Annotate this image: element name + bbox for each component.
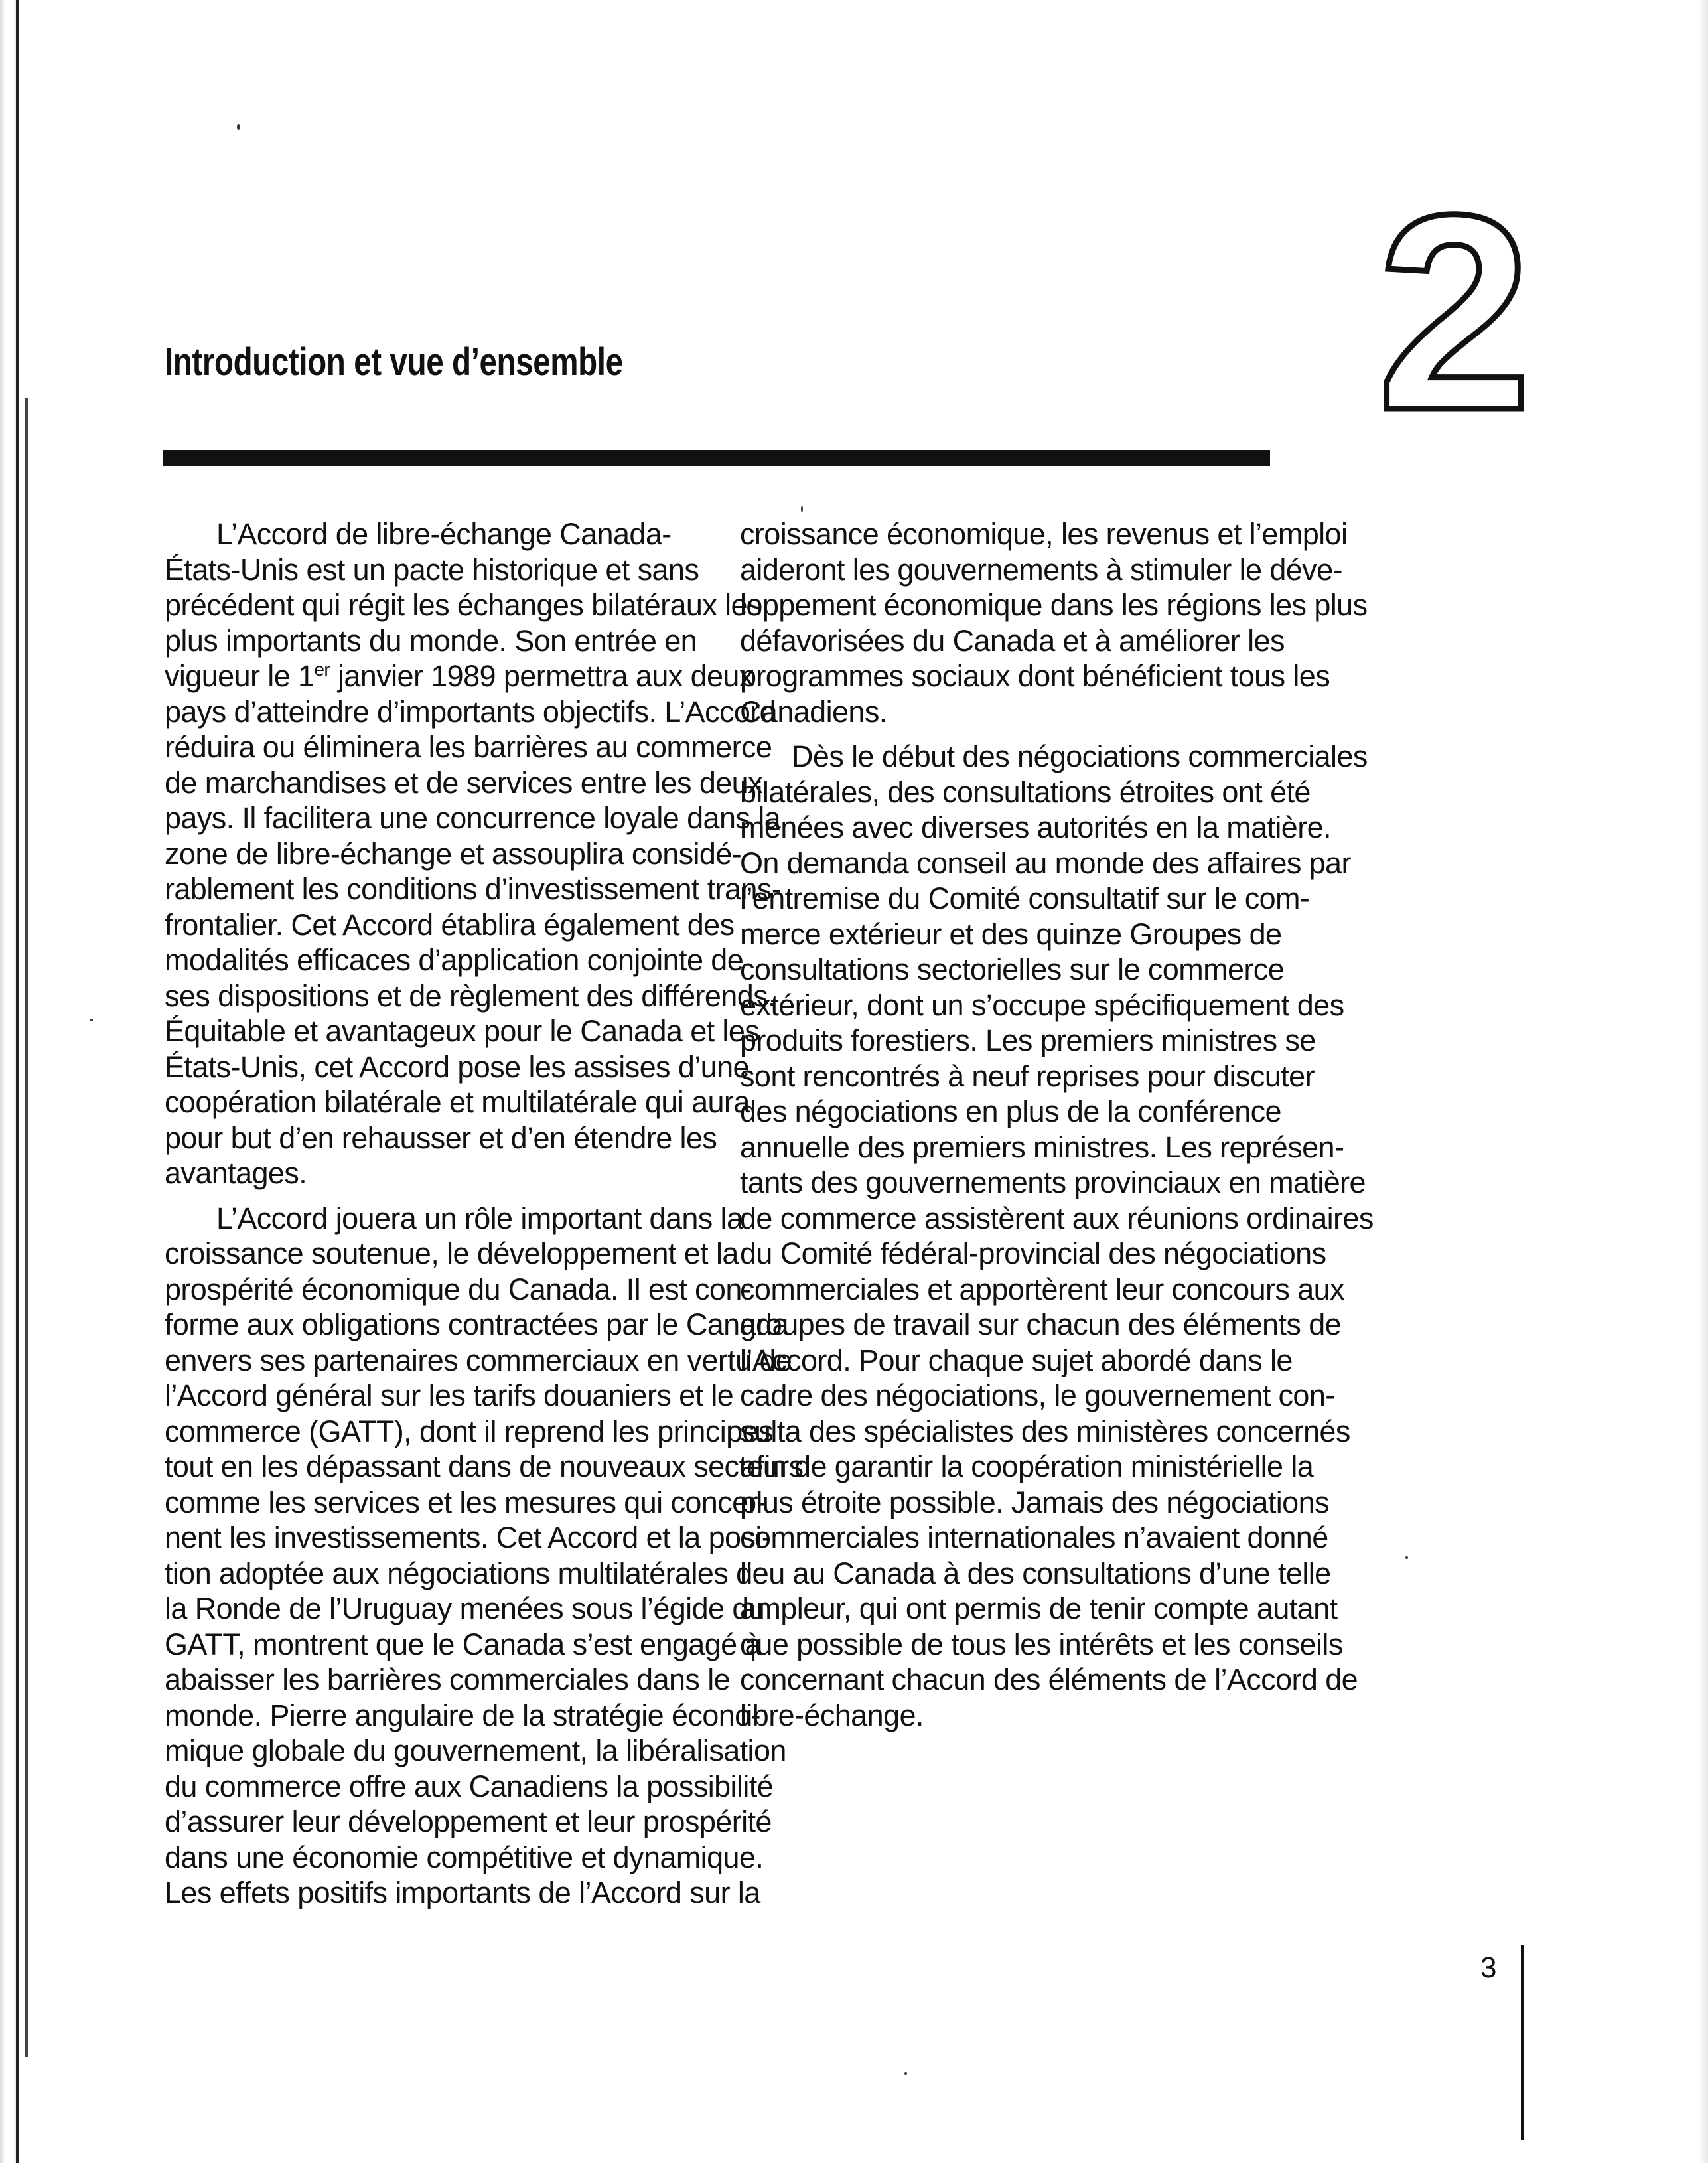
text-line: sont rencontrés à neuf reprises pour discuter (740, 1059, 1315, 1093)
text-line: du commerce offre aux Canadiens la possibilité (165, 1769, 774, 1803)
right-paragraph-1 (740, 516, 1368, 729)
text-line: l’Accord général sur les tarifs douaniers et le (165, 1379, 734, 1412)
text-line: menées avec diverses autorités en la matière. (740, 810, 1331, 844)
text-line: des négociations en plus de la conférence (740, 1094, 1281, 1128)
text-line: aideront les gouvernements à stimuler le déve- (740, 552, 1342, 587)
text-line: de commerce assistèrent aux réunions ordinaires (740, 1201, 1374, 1235)
text-line: prospérité économique du Canada. Il est con- (165, 1272, 752, 1306)
scan-right-edge (1689, 0, 1708, 2163)
text-line: précédent qui régit les échanges bilatéraux les (165, 588, 762, 622)
text-line: modalités efficaces d’application conjointe de (165, 943, 744, 977)
text-line: tion adoptée aux négociations multilatérales de (165, 1556, 768, 1590)
text-line: L’Accord de libre-échange Canada- (216, 517, 672, 551)
text-line: États-Unis, cet Accord pose les assises d’une (165, 1049, 749, 1084)
text-line: défavorisées du Canada et à améliorer les (740, 623, 1285, 658)
text-line: commerce (GATT), dont il reprend les principes (165, 1414, 773, 1448)
text-line: forme aux obligations contractées par le Canada (165, 1307, 788, 1341)
text-line: produits forestiers. Les premiers ministres se (740, 1023, 1316, 1057)
text-line: pour but d’en rehausser et d’en étendre les (165, 1120, 717, 1155)
text-line: Les effets positifs importants de l’Accord sur la (165, 1876, 760, 1909)
text-line: pays. Il facilitera une concurrence loyale dans la (165, 801, 781, 835)
text-line: dans une économie compétitive et dynamique. (165, 1840, 764, 1874)
text-line: plus étroite possible. Jamais des négociations (740, 1485, 1329, 1519)
text-line: commerciales internationales n’avaient donné (740, 1521, 1328, 1554)
text-line: programmes sociaux dont bénéficient tous les (740, 659, 1330, 693)
text-line: ampleur, qui ont permis de tenir compte autant (740, 1592, 1338, 1625)
scan-speck (90, 1019, 93, 1021)
text-line: libre-échange. (740, 1698, 924, 1732)
text-line: abaisser les barrières commerciales dans le (165, 1663, 731, 1696)
text-line: cadre des négociations, le gouvernement con- (740, 1379, 1335, 1412)
text-line: comme les services et les mesures qui concer- (165, 1485, 768, 1519)
text-line: l’Accord. Pour chaque sujet abordé dans le (740, 1343, 1293, 1377)
text-line: pays d’atteindre d’importants objectifs. L’Accord (165, 694, 776, 729)
text-line: mique globale du gouvernement, la libéralisation (165, 1734, 786, 1767)
chapter-number: 2 (1377, 157, 1532, 469)
text-line: extérieur, dont un s’occupe spécifiquement des (740, 988, 1344, 1022)
text-line: tants des gouvernements provinciaux en matière (740, 1165, 1366, 1199)
text-line: On demanda conseil au monde des affaires par (740, 846, 1351, 880)
text-line: lieu au Canada à des consultations d’une telle (740, 1556, 1331, 1590)
text-line: Canadiens. (740, 694, 887, 729)
margin-rule (1521, 1945, 1524, 2140)
text-line: monde. Pierre angulaire de la stratégie écono- (165, 1698, 760, 1732)
text-line: plus importants du monde. Son entrée en (165, 623, 697, 658)
text-line: L’Accord jouera un rôle important dans la (216, 1201, 743, 1235)
text-line: afin de garantir la coopération ministérielle la (740, 1450, 1314, 1483)
title-rule (163, 450, 1270, 466)
text-line: envers ses partenaires commerciaux en vertu de (165, 1343, 792, 1377)
text-line: l’entremise du Comité consultatif sur le com- (740, 881, 1310, 915)
text-line: Dès le début des négociations commerciales (792, 739, 1368, 773)
scan-binding-line-secondary (25, 398, 28, 2057)
text-line: d’assurer leur développement et leur prospérité (165, 1805, 772, 1838)
section-title: Introduction et vue d’ensemble (165, 340, 623, 384)
text-line: annuelle des premiers ministres. Les représen- (740, 1130, 1344, 1164)
text-line: commerciales et apportèrent leur concours aux (740, 1272, 1344, 1306)
ordinal-superscript: er (314, 659, 330, 680)
text-line: sulta des spécialistes des ministères concernés (740, 1414, 1350, 1448)
scan-speck (904, 2072, 907, 2075)
text-line: Équitable et avantageux pour le Canada et les (165, 1014, 760, 1048)
text-line: merce extérieur et des quinze Groupes de (740, 917, 1282, 951)
text-line: croissance économique, les revenus et l’emploi (740, 517, 1348, 551)
page-number: 3 (1480, 1951, 1496, 1984)
text-line: bilatérales, des consultations étroites ont été (740, 775, 1311, 809)
text-line: tout en les dépassant dans de nouveaux secteurs (165, 1450, 804, 1483)
text-line: que possible de tous les intérêts et les conseils (740, 1627, 1343, 1661)
left-paragraph-1 (165, 516, 782, 1191)
text-line: réduira ou éliminera les barrières au commerce (165, 730, 772, 764)
scan-speck (801, 506, 803, 512)
text-line: avantages. (165, 1156, 307, 1190)
text-line: la Ronde de l’Uruguay menées sous l’égide du (165, 1592, 765, 1625)
right-paragraph-2 (740, 739, 1374, 1733)
text-line: concernant chacun des éléments de l’Accord de (740, 1663, 1358, 1696)
text-line: consultations sectorielles sur le commerce (740, 952, 1285, 986)
text-line: loppement économique dans les régions les plus (740, 588, 1368, 622)
scan-binding-line (16, 0, 19, 2163)
text-line: ses dispositions et de règlement des différends. (165, 978, 776, 1013)
text-line: coopération bilatérale et multilatérale qui aura (165, 1085, 750, 1119)
text-line: de marchandises et de services entre les deux (165, 765, 762, 800)
scan-speck (237, 124, 240, 130)
text-line: États-Unis est un pacte historique et sans (165, 552, 699, 587)
text-line: frontalier. Cet Accord établira également des (165, 907, 735, 942)
text-line: vigueur le 1er janvier 1989 permettra aux deux (165, 659, 754, 693)
right-column (740, 516, 1374, 1742)
left-column (165, 516, 804, 1920)
left-paragraph-2 (165, 1201, 804, 1911)
text-line: croissance soutenue, le développement et la (165, 1236, 739, 1270)
scan-speck (1405, 1556, 1408, 1559)
text-line: du Comité fédéral-provincial des négociations (740, 1236, 1326, 1270)
text-line: rablement les conditions d’investissement trans- (165, 872, 782, 906)
text-line: GATT, montrent que le Canada s’est engagé à (165, 1627, 761, 1661)
text-line: groupes de travail sur chacun des éléments de (740, 1307, 1342, 1341)
text-line: nent les investissements. Cet Accord et la posi- (165, 1521, 772, 1554)
text-line: zone de libre-échange et assouplira considé- (165, 836, 742, 871)
